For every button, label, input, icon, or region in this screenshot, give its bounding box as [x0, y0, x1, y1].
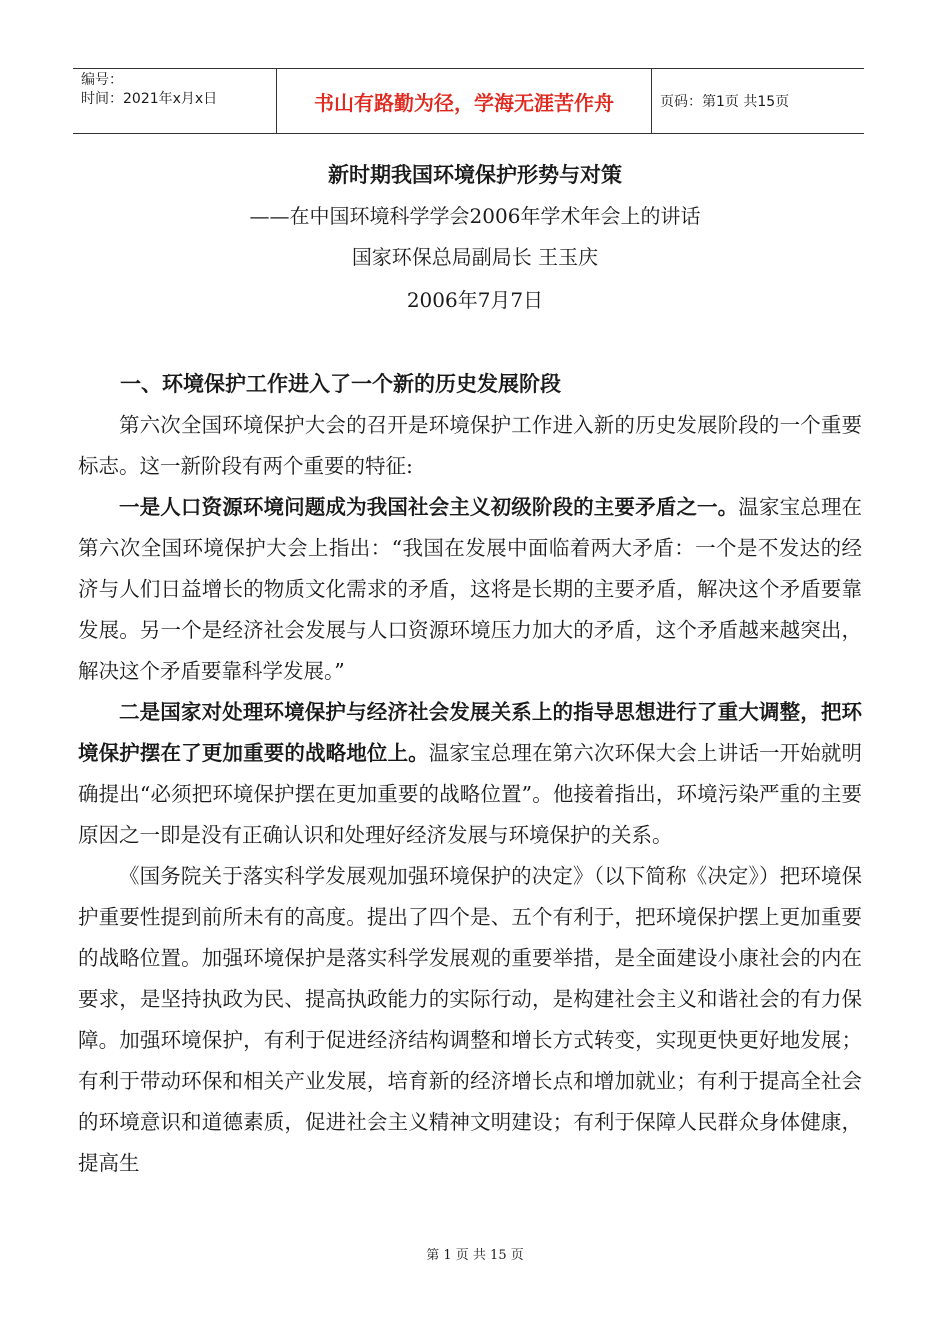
paragraph-2-lead: 一是人口资源环境问题成为我国社会主义初级阶段的主要矛盾之一。: [119, 495, 739, 519]
paragraph-3-text: 温家宝总理在第六次环保大会上讲话一开始就明确提出“必须把环境保护摆在更加重要的战略位置”。他接着指出，环境污染严重的主要原因之一即是没有正确认识和处理好经济发展与环境保护的关系。: [78, 741, 862, 847]
paragraph-3-lead: 二是国家对处理环境保护与经济社会发展关系上的指导思想进行了重大调整，把环境保护摆在了更加重要的战略地位上。: [78, 700, 862, 765]
document-title: 新时期我国环境保护形势与对策: [328, 163, 622, 187]
section-heading: 一、环境保护工作进入了一个新的历史发展阶段: [120, 372, 561, 396]
paragraph-4: 《国务院关于落实科学发展观加强环境保护的决定》（以下简称《决定》）把环境保护重要性提到前所未有的高度。提出了四个是、五个有利于，把环境保护摆上更加重要的战略位置。加强环境保护是落实科学发展观的重要举措，是全面建设小康社会的内在要求，是坚持执政为民、提高执政能力的实际行动，是构建社会主义和谐社会的有力保障。加强环境保护，有利于促进经济结构调整和增长方式转变，实现更快更好地发展；有利于带动环保和相关产业发展，培育新的经济增长点和增加就业；有利于提高全社会的环境意识和道德素质，促进社会主义精神文明建设；有利于保障人民群众身体健康，提高生: [78, 864, 862, 1175]
paragraph-2-text: 温家宝总理在第六次全国环境保护大会上指出：“我国在发展中面临着两大矛盾：一个是不发达的经济与人们日益增长的物质文化需求的矛盾，这将是长期的主要矛盾，解决这个矛盾要靠发展。另一个是经济社会发展与人口资源环境压力加大的矛盾，这个矛盾越来越突出，解决这个矛盾要靠科学发展。”: [78, 495, 863, 683]
document-author: 国家环保总局副局长 王玉庆: [351, 245, 599, 269]
document-date: 2006年7月7日: [406, 288, 544, 312]
document-body: [78, 364, 862, 1184]
paragraph-2: [78, 487, 862, 692]
page-footer: 第 1 页 共 15 页: [426, 1248, 524, 1263]
header-motto: 书山有路勤为径，学海无涯苦作舟: [277, 69, 652, 133]
time-label: 时间：2021年x月x日: [81, 91, 218, 107]
paragraph-3: [78, 692, 862, 856]
page-header: [73, 68, 864, 134]
header-page-label: 页码：第1页 共15页: [660, 94, 790, 110]
number-label: 编号：: [81, 72, 123, 88]
header-meta: [73, 69, 277, 133]
document-subtitle: ——在中国环境科学学会2006年学术年会上的讲话: [249, 204, 701, 228]
paragraph-1: 第六次全国环境保护大会的召开是环境保护工作进入新的历史发展阶段的一个重要标志。这一新阶段有两个重要的特征:: [78, 413, 862, 478]
